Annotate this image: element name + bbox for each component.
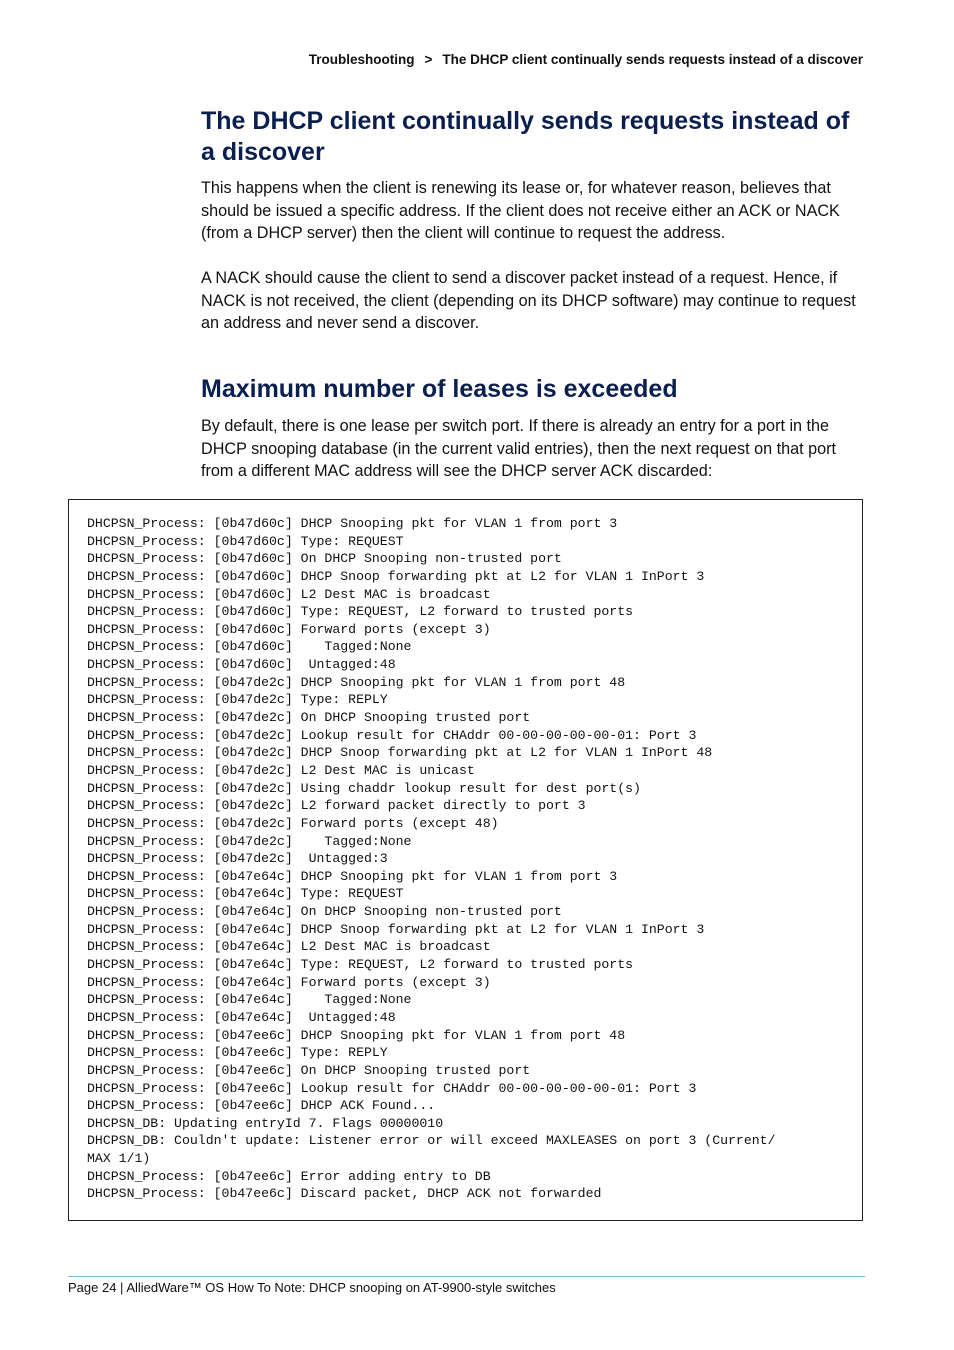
breadcrumb-separator: >	[424, 52, 433, 67]
code-line: DHCPSN_Process: [0b47ee6c] Lookup result for CHAddr 00-00-00-00-00-01: Port 3	[87, 1080, 697, 1096]
code-line: DHCPSN_Process: [0b47de2c] L2 forward packet directly to port 3	[87, 798, 586, 814]
breadcrumb	[309, 52, 863, 67]
code-line: DHCPSN_Process: [0b47d60c] On DHCP Snooping non-trusted port	[87, 551, 562, 567]
section1-paragraph-1: This happens when the client is renewing its lease or, for whatever reason, believes that should be issued a specific address. If the client does not receive either an ACK or NACK (from a DHCP server) then the client will continue to request the address.	[201, 179, 840, 243]
breadcrumb-section: Troubleshooting	[308, 52, 415, 67]
code-line: DHCPSN_Process: [0b47d60c] DHCP Snoop forwarding pkt at L2 for VLAN 1 InPort 3	[87, 568, 705, 584]
code-line: DHCPSN_DB: Updating entryId 7. Flags 00000010	[87, 1115, 444, 1131]
footer-divider	[68, 1276, 865, 1277]
code-line: DHCPSN_Process: [0b47ee6c] DHCP ACK Found...	[87, 1098, 436, 1114]
code-line: DHCPSN_Process: [0b47d60c] Forward ports (except 3)	[87, 621, 491, 637]
code-line: DHCPSN_Process: [0b47de2c] Tagged:None	[87, 833, 412, 849]
code-line: MAX 1/1)	[87, 1151, 151, 1167]
code-line: DHCPSN_Process: [0b47d60c] Type: REQUEST	[87, 533, 404, 549]
code-line: DHCPSN_Process: [0b47ee6c] DHCP Snooping pkt for VLAN 1 from port 48	[87, 1027, 626, 1043]
code-line: DHCPSN_Process: [0b47e64c] Forward ports (except 3)	[87, 974, 491, 990]
section1-paragraph-2: A NACK should cause the client to send a discover packet instead of a request. Hence, if NACK is not received, the client (depending on its DHCP software) may continue to request an address and never send a discover.	[201, 269, 856, 333]
code-line: DHCPSN_DB: Couldn't update: Listener error or will exceed MAXLEASES on port 3 (Current/	[87, 1133, 776, 1149]
code-line: DHCPSN_Process: [0b47e64c] DHCP Snooping pkt for VLAN 1 from port 3	[87, 868, 618, 884]
code-block	[68, 499, 863, 1221]
code-line: DHCPSN_Process: [0b47e64c] Untagged:48	[87, 1009, 396, 1025]
code-line: DHCPSN_Process: [0b47e64c] Type: REQUEST, L2 forward to trusted ports	[87, 957, 634, 973]
code-line: DHCPSN_Process: [0b47e64c] Type: REQUEST	[87, 886, 404, 902]
code-line: DHCPSN_Process: [0b47e64c] L2 Dest MAC is broadcast	[87, 939, 491, 955]
code-line: DHCPSN_Process: [0b47ee6c] Error adding entry to DB	[87, 1168, 491, 1184]
code-listing	[87, 515, 776, 1203]
code-line: DHCPSN_Process: [0b47de2c] Type: REPLY	[87, 692, 388, 708]
code-line: DHCPSN_Process: [0b47d60c] L2 Dest MAC is broadcast	[87, 586, 491, 602]
code-line: DHCPSN_Process: [0b47de2c] Lookup result for CHAddr 00-00-00-00-00-01: Port 3	[87, 727, 697, 743]
code-line: DHCPSN_Process: [0b47d60c] DHCP Snooping pkt for VLAN 1 from port 3	[87, 516, 618, 531]
section2-paragraph: By default, there is one lease per switch port. If there is already an entry for a port in the DHCP snooping database (in the current valid entries), then the next request on that port from a different MAC address will see the DHCP server ACK discarded:	[201, 417, 836, 481]
code-line: DHCPSN_Process: [0b47e64c] Tagged:None	[87, 992, 412, 1008]
code-line: DHCPSN_Process: [0b47de2c] L2 Dest MAC is unicast	[87, 762, 475, 778]
code-line: DHCPSN_Process: [0b47de2c] On DHCP Snooping trusted port	[87, 710, 531, 726]
code-line: DHCPSN_Process: [0b47d60c] Tagged:None	[87, 639, 412, 655]
breadcrumb-topic: The DHCP client continually sends requests instead of a discover	[442, 52, 863, 67]
code-line: DHCPSN_Process: [0b47ee6c] On DHCP Snooping trusted port	[87, 1062, 531, 1078]
code-line: DHCPSN_Process: [0b47e64c] DHCP Snoop forwarding pkt at L2 for VLAN 1 InPort 3	[87, 921, 705, 937]
code-line: DHCPSN_Process: [0b47de2c] Forward ports (except 48)	[87, 815, 499, 831]
code-line: DHCPSN_Process: [0b47de2c] Using chaddr lookup result for dest port(s)	[87, 780, 641, 796]
section1-heading: The DHCP client continually sends requests instead of a discover	[201, 107, 850, 166]
code-line: DHCPSN_Process: [0b47d60c] Untagged:48	[87, 657, 396, 673]
section2-heading: Maximum number of leases is exceeded	[201, 375, 678, 403]
code-line: DHCPSN_Process: [0b47e64c] On DHCP Snooping non-trusted port	[87, 904, 562, 920]
page-footer: Page 24 | AlliedWare™ OS How To Note: DHCP snooping on AT-9900-style switches	[68, 1280, 556, 1295]
code-line: DHCPSN_Process: [0b47de2c] DHCP Snooping pkt for VLAN 1 from port 48	[87, 674, 626, 690]
code-line: DHCPSN_Process: [0b47d60c] Type: REQUEST, L2 forward to trusted ports	[87, 604, 634, 620]
code-line: DHCPSN_Process: [0b47ee6c] Type: REPLY	[87, 1045, 388, 1061]
code-line: DHCPSN_Process: [0b47de2c] Untagged:3	[87, 851, 388, 867]
code-line: DHCPSN_Process: [0b47de2c] DHCP Snoop forwarding pkt at L2 for VLAN 1 InPort 48	[87, 745, 713, 761]
code-line: DHCPSN_Process: [0b47ee6c] Discard packet, DHCP ACK not forwarded	[87, 1186, 602, 1202]
